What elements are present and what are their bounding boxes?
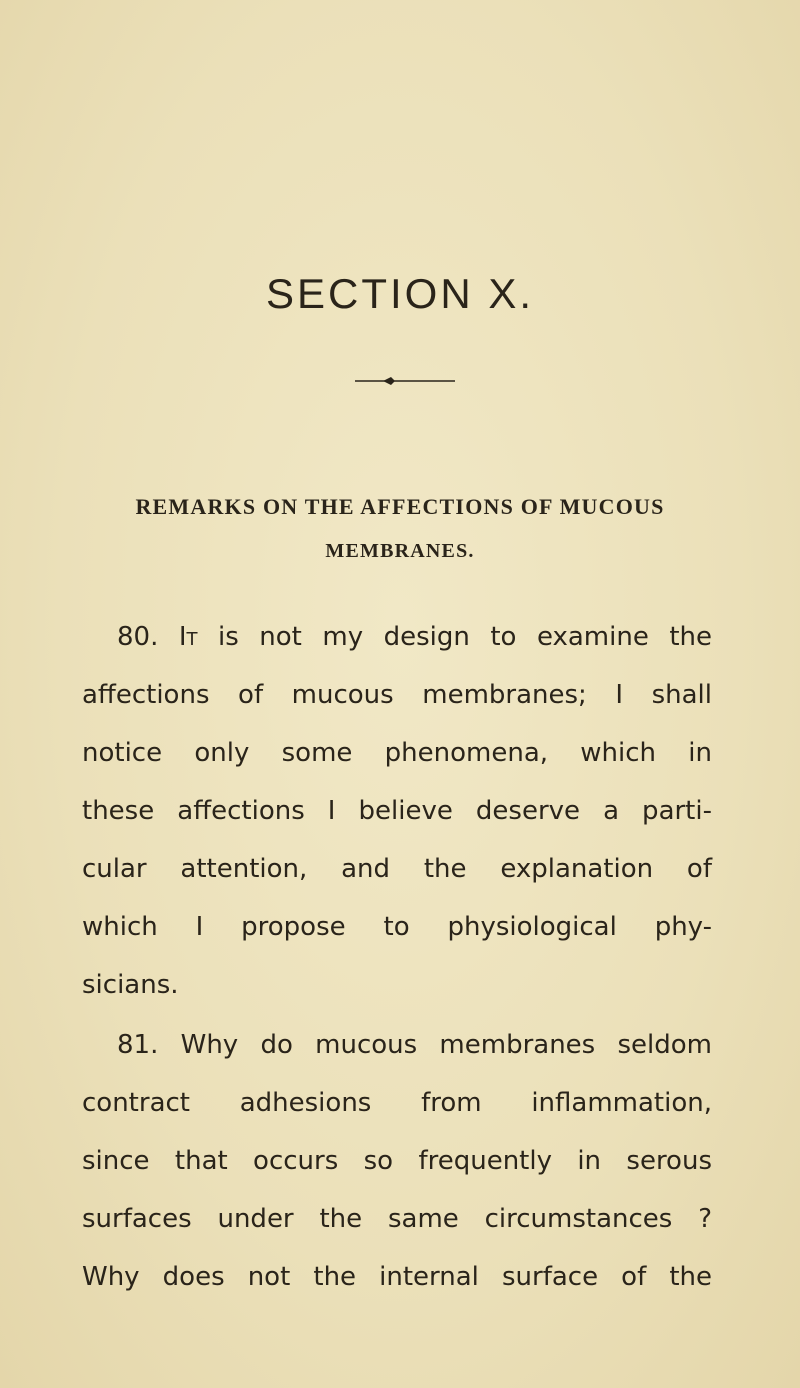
paragraph-81-line-3: since that occurs so frequently in serous (82, 1146, 712, 1176)
paragraph-number: 81. (117, 1030, 159, 1060)
paragraph-lead-word: It (178, 622, 198, 652)
paragraph-80-line-1: 80. It is not my design to examine the (117, 622, 712, 652)
paragraph-80-line-4: these affections I believe deserve a parti- (82, 796, 712, 826)
subtitle-line-1: REMARKS ON THE AFFECTIONS OF MUCOUS (135, 494, 665, 519)
paragraph-80-line-7: sicians. (82, 970, 179, 1000)
section-title: SECTION X. (265, 270, 535, 317)
ornament-rule (355, 374, 455, 388)
paragraph-80-line-2: affections of mucous membranes; I shall (82, 680, 712, 710)
paragraph-number: 80. (117, 622, 159, 652)
paragraph-80-line-3: notice only some phenomena, which in (82, 738, 712, 768)
paragraph-80-line-6: which I propose to physiological phy- (82, 912, 712, 942)
paragraph-80-line-5: cular attention, and the explanation of (82, 854, 712, 884)
paragraph-81-line-2: contract adhesions from inflammation, (82, 1088, 712, 1118)
paragraph-81-line-5: Why does not the internal surface of the (82, 1262, 712, 1292)
paragraph-81-line-1: 81. Why do mucous membranes seldom (117, 1030, 712, 1060)
subtitle-line-2: MEMBRANES. (325, 540, 475, 562)
paragraph-81-line-4: surfaces under the same circumstances ? (82, 1204, 712, 1234)
